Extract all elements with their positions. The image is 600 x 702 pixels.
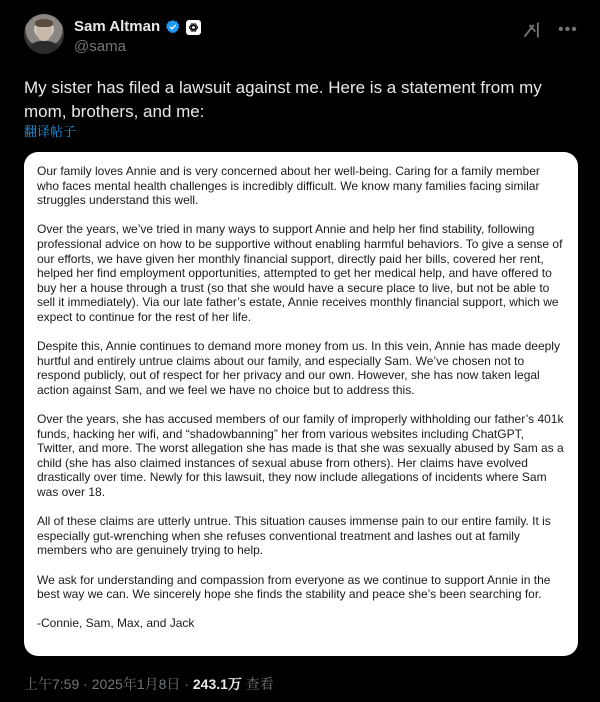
statement-paragraph: Over the years, we’ve tried in many ways to support Annie and help her find stability, following professional advice on how to be supportive without enabling harmful behaviors. To give a sense of our efforts, we have given her monthly financial support, directly paid her bills, covered her rent, helped her find employment opportunities, attempted to get her medical help, and have offered to buy her a house through a trust (so that she would have a secure place to live, but not be able to sell it immediately). Via our late father’s estate, Annie receives monthly financial support, which we expect to continue for the rest of her life. [37,222,563,324]
statement-paragraph: Our family loves Annie and is very concerned about her well-being. Caring for a family member who faces mental health challenges is incredibly difficult. We know many families facing similar struggles understand this well. [37,164,540,208]
tweet-meta [24,675,274,693]
statement-paragraph: All of these claims are utterly untrue. This situation causes immense pain to our entire family. It is especially gut-wrenching when she refuses conventional treatment and lashes out at family members who are genuinely trying to help. [37,514,551,558]
statement-image[interactable] [24,152,578,656]
avatar-shirt [28,41,60,54]
author-name[interactable]: Sam Altman [74,18,161,35]
avatar[interactable] [24,14,64,54]
tweet-text: My sister has filed a lawsuit against me. Here is a statement from my mom, brothers, and me: [24,78,542,121]
statement-paragraph: Despite this, Annie continues to demand more money from us. In this vein, Annie has made deeply hurtful and entirely untrue claims about our family, and especially Sam. We’ve chosen not to respond publicly, out of respect for her privacy and our own. However, she has now taken legal action against Sam, and we feel we have no choice but to address this. [37,339,560,397]
grok-icon[interactable] [522,20,542,40]
views-count: 243.1万 [192,676,242,692]
statement-paragraph: We ask for understanding and compassion from everyone as we continue to support Annie in the best way we can. We sincerely hope she finds the stability and peace she’s been searching for. [37,572,551,602]
views-label: 查看 [241,676,274,692]
meta-separator: · [180,676,193,692]
tweet-time[interactable]: 上午7:59 [24,676,80,692]
tweet-header [24,14,584,64]
meta-separator: · [79,676,92,692]
statement-paragraph: Over the years, she has accused members of our family of improperly withholding our father’s 401k funds, hacking her wifi, and “shadowbanning” her from various websites including ChatGPT, Twitter, and more. The worst allegation she has made is that she was sexually abused by Sam as a child (she has also claimed instances of sexual abuse from others). Her claims have evolved drastically over time. Newly for this lawsuit, they now include allegations of incidents where Sam was over 18. [37,412,564,500]
verified-badge-icon[interactable] [165,19,181,35]
author-handle[interactable]: @sama [74,38,126,55]
avatar-hair [35,19,53,27]
more-options-icon[interactable]: ••• [558,21,578,38]
statement-signature: -Connie, Sam, Max, and Jack [37,616,195,631]
translate-post-link[interactable]: 翻译帖子 [24,124,77,139]
name-row [74,17,201,37]
openai-logo-icon[interactable] [186,20,201,35]
tweet-date[interactable]: 2025年1月8日 [91,676,181,692]
